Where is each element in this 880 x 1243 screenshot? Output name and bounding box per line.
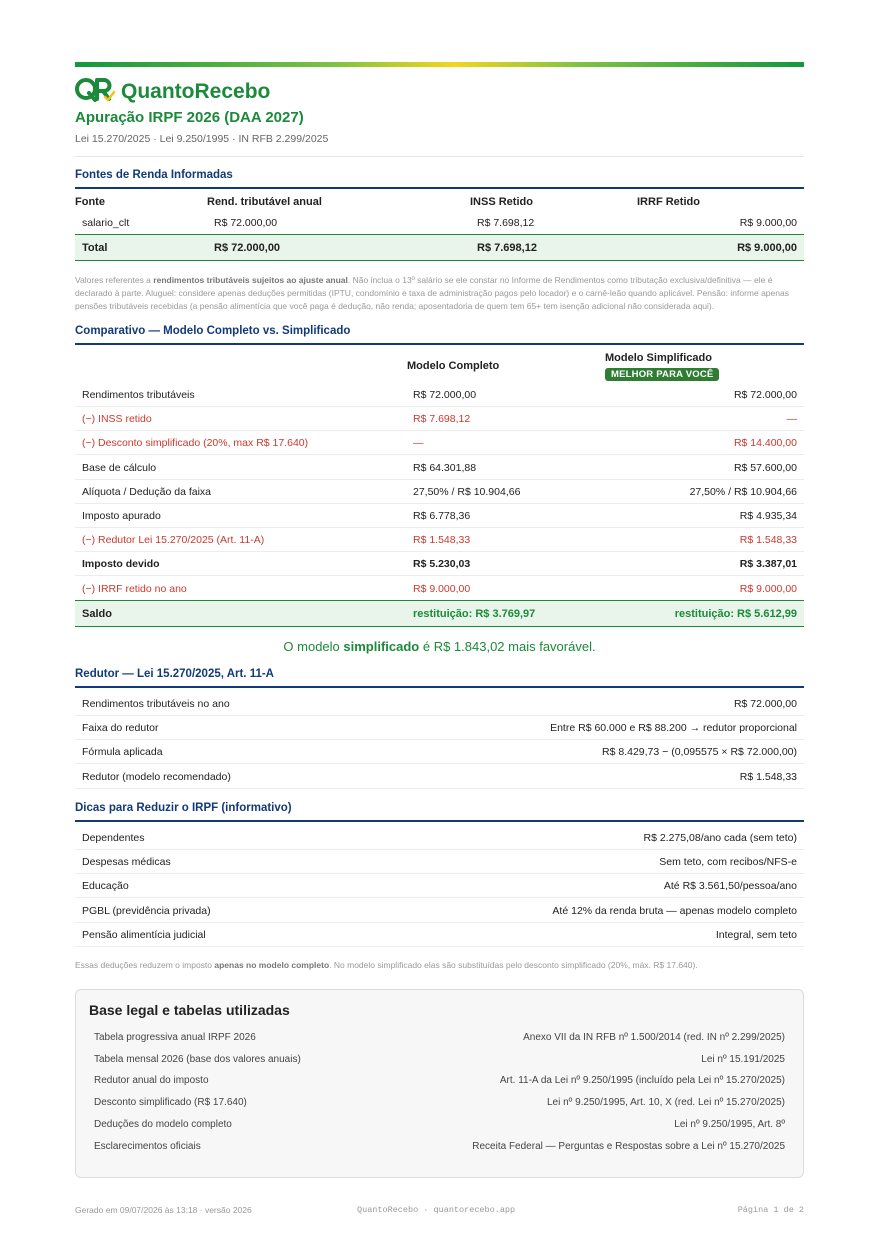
- divider: [75, 156, 804, 157]
- footer-generated: Gerado em 09/07/2026 às 13:18 · versão 2026: [75, 1205, 252, 1215]
- comparison-row-simplificado: R$ 1.548,33: [739, 534, 797, 546]
- comparison-row-completo: R$ 7.698,12: [413, 413, 471, 425]
- comparison-row-label: (−) IRRF retido no ano: [82, 583, 187, 595]
- comparison-row-label: (−) INSS retido: [82, 413, 152, 425]
- row-divider: [75, 763, 804, 764]
- dicas-row-label: Dependentes: [82, 832, 145, 844]
- legal-row-value: Lei nº 15.191/2025: [701, 1054, 785, 1065]
- income-header-fonte: Fonte: [75, 196, 105, 208]
- legal-row-value: Anexo VII da IN RFB nº 1.500/2014 (red. IN nº 2.299/2025): [523, 1032, 785, 1043]
- qr-check-logo-icon: [75, 75, 117, 110]
- footer-site: QuantoRecebo · quantorecebo.app: [357, 1205, 516, 1215]
- comparison-row-completo: 27,50% / R$ 10.904,66: [413, 486, 521, 498]
- redutor-row-label: Rendimentos tributáveis no ano: [82, 698, 230, 710]
- income-row-rend: R$ 72.000,00: [214, 217, 278, 229]
- income-row-inss: R$ 7.698,12: [477, 217, 535, 229]
- section-rule: [75, 187, 804, 189]
- legal-row-label: Deduções do modelo completo: [94, 1119, 232, 1130]
- comparison-row-label: Imposto apurado: [82, 510, 161, 522]
- row-divider: [75, 406, 804, 407]
- comparison-row-simplificado: R$ 57.600,00: [733, 462, 797, 474]
- saldo-simplificado: restituição: R$ 5.612,99: [674, 608, 797, 620]
- comparison-row-label: Alíquota / Dedução da faixa: [82, 486, 212, 498]
- comparison-section-title: Comparativo — Modelo Completo vs. Simplificado: [75, 325, 351, 337]
- row-divider: [75, 849, 804, 850]
- comparison-row-simplificado: R$ 72.000,00: [733, 389, 797, 401]
- comparison-row-simplificado: R$ 14.400,00: [733, 437, 797, 449]
- comparison-row-simplificado: R$ 9.000,00: [739, 583, 797, 595]
- row-divider: [75, 527, 804, 528]
- redutor-row-value: R$ 72.000,00: [733, 698, 797, 710]
- income-total-rend: R$ 72.000,00: [214, 242, 281, 254]
- comparison-row-simplificado: R$ 4.935,34: [739, 510, 797, 522]
- row-divider: [75, 479, 804, 480]
- redutor-row-value: R$ 8.429,73 − (0,095575 × R$ 72.000,00): [602, 746, 797, 758]
- dicas-row-label: Pensão alimentícia judicial: [82, 929, 206, 941]
- brand-name: QuantoRecebo: [121, 80, 271, 103]
- redutor-row-value: R$ 1.548,33: [739, 771, 797, 783]
- dicas-row-value: R$ 2.275,08/ano cada (sem teto): [643, 832, 797, 844]
- income-total-row: [75, 234, 804, 261]
- row-divider: [75, 715, 804, 716]
- legal-row-value: Art. 11-A da Lei nº 9.250/1995 (incluído pela Lei nº 15.270/2025): [499, 1075, 785, 1086]
- dicas-row-label: Despesas médicas: [82, 856, 171, 868]
- redutor-row-value: Entre R$ 60.000 e R$ 88.200 → redutor proporcional: [550, 722, 797, 734]
- comparison-row-completo: R$ 1.548,33: [413, 534, 471, 546]
- comparison-row-simplificado: 27,50% / R$ 10.904,66: [689, 486, 797, 498]
- comparison-row-completo: R$ 72.000,00: [413, 389, 477, 401]
- row-divider: [75, 922, 804, 923]
- row-divider: [75, 946, 804, 947]
- income-header-irrf: IRRF Retido: [637, 196, 700, 208]
- income-total-label: Total: [82, 242, 108, 254]
- legal-row-value: Lei nº 9.250/1995, Art. 8º: [674, 1119, 785, 1130]
- dicas-row-value: Até 12% da renda bruta — apenas modelo completo: [552, 905, 797, 917]
- page-title: Apuração IRPF 2026 (DAA 2027): [75, 109, 304, 126]
- dicas-row-value: Integral, sem teto: [715, 929, 797, 941]
- section-rule: [75, 343, 804, 345]
- col-header-completo: Modelo Completo: [407, 360, 500, 372]
- row-divider: [75, 454, 804, 455]
- page-subtitle: Lei 15.270/2025 · Lei 9.250/1995 · IN RFB 2.299/2025: [75, 133, 329, 145]
- col-header-simplificado: Modelo Simplificado: [605, 352, 712, 364]
- income-total-inss: R$ 7.698,12: [477, 242, 537, 254]
- dicas-note: Essas deduções reduzem o imposto apenas no modelo completo. No modelo simplificado elas são substituídas pelo desconto simplificado (20%, máx. R$ 17.640).: [75, 960, 698, 970]
- legal-row-label: Tabela progressiva anual IRPF 2026: [94, 1032, 256, 1043]
- verdict-text: O modelo simplificado é R$ 1.843,02 mais favorável.: [283, 639, 596, 654]
- legal-row-label: Desconto simplificado (R$ 17.640): [94, 1097, 247, 1108]
- income-header-inss: INSS Retido: [470, 196, 533, 208]
- row-divider: [75, 551, 804, 552]
- comparison-row-completo: R$ 64.301,88: [413, 462, 477, 474]
- comparison-row-label: Base de cálculo: [82, 462, 157, 474]
- redutor-row-label: Faixa do redutor: [82, 722, 159, 734]
- comparison-row-label: Rendimentos tributáveis: [82, 389, 195, 401]
- comparison-row-label: (−) Desconto simplificado (20%, max R$ 17.640): [82, 437, 309, 449]
- dicas-section-title: Dicas para Reduzir o IRPF (informativo): [75, 802, 292, 814]
- comparison-row-completo: R$ 5.230,03: [413, 558, 471, 570]
- income-note: Valores referentes a rendimentos tributáveis sujeitos ao ajuste anual. Não inclua o 13º salário se ele constar no Informe de Rendimentos como tributação exclusiva/definitiva — ele é declarado à parte. Aluguel: considere apenas deduções permitidas (IPTU, condomínio e taxa de administração pagos pelo locador) e o carnê-leão quando aplicável. Pensão: informe apenas pensões tributáveis recebidas (a pensão alimentícia que você paga é dedução, não renda; aposentadoria de quem tem 65+ tem isenção adicional não considerada aqui).: [75, 275, 789, 311]
- row-divider: [75, 739, 804, 740]
- income-row-irrf: R$ 9.000,00: [739, 217, 797, 229]
- dicas-row-label: PGBL (previdência privada): [82, 905, 211, 917]
- saldo-completo: restituição: R$ 3.769,97: [413, 608, 536, 620]
- dicas-row-value: Até R$ 3.561,50/pessoa/ano: [663, 880, 797, 892]
- comparison-row-label: (−) Redutor Lei 15.270/2025 (Art. 11-A): [82, 534, 265, 546]
- row-divider: [75, 430, 804, 431]
- legal-row-label: Esclarecimentos oficiais: [94, 1141, 201, 1152]
- income-total-irrf: R$ 9.000,00: [737, 242, 797, 254]
- comparison-row-completo: —: [413, 437, 424, 449]
- row-divider: [75, 788, 804, 789]
- comparison-row-completo: R$ 9.000,00: [413, 583, 471, 595]
- redutor-row-label: Fórmula aplicada: [82, 746, 163, 758]
- legal-row-label: Redutor anual do imposto: [94, 1075, 209, 1086]
- income-header-rend: Rend. tributável anual: [207, 196, 322, 208]
- footer-page: Página 1 de 2: [737, 1205, 804, 1215]
- row-divider: [75, 575, 804, 576]
- redutor-row-label: Redutor (modelo recomendado): [82, 771, 231, 783]
- comparison-row-simplificado: —: [786, 413, 797, 425]
- row-divider: [75, 503, 804, 504]
- saldo-label: Saldo: [82, 608, 112, 620]
- redutor-section-title: Redutor — Lei 15.270/2025, Art. 11-A: [75, 668, 274, 680]
- brand-header: [75, 77, 270, 107]
- dicas-row-label: Educação: [82, 880, 129, 892]
- row-divider: [75, 897, 804, 898]
- legal-title: Base legal e tabelas utilizadas: [89, 1002, 290, 1018]
- income-row-fonte: salario_clt: [82, 217, 130, 229]
- legal-row-label: Tabela mensal 2026 (base dos valores anuais): [94, 1054, 301, 1065]
- income-section-title: Fontes de Renda Informadas: [75, 169, 233, 181]
- legal-row-value: Receita Federal — Perguntas e Respostas sobre a Lei nº 15.270/2025: [472, 1141, 785, 1152]
- comparison-row-completo: R$ 6.778,36: [413, 510, 471, 522]
- comparison-row-simplificado: R$ 3.387,01: [739, 558, 797, 570]
- comparison-row-label: Imposto devido: [82, 558, 160, 570]
- row-divider: [75, 873, 804, 874]
- brand-color-bar: [75, 62, 804, 67]
- section-rule: [75, 820, 804, 822]
- dicas-row-value: Sem teto, com recibos/NFS-e: [659, 856, 797, 868]
- legal-row-value: Lei nº 9.250/1995, Art. 10, X (red. Lei nº 15.270/2025): [546, 1097, 785, 1108]
- best-option-badge: MELHOR PARA VOCÊ: [605, 368, 719, 381]
- section-rule: [75, 686, 804, 688]
